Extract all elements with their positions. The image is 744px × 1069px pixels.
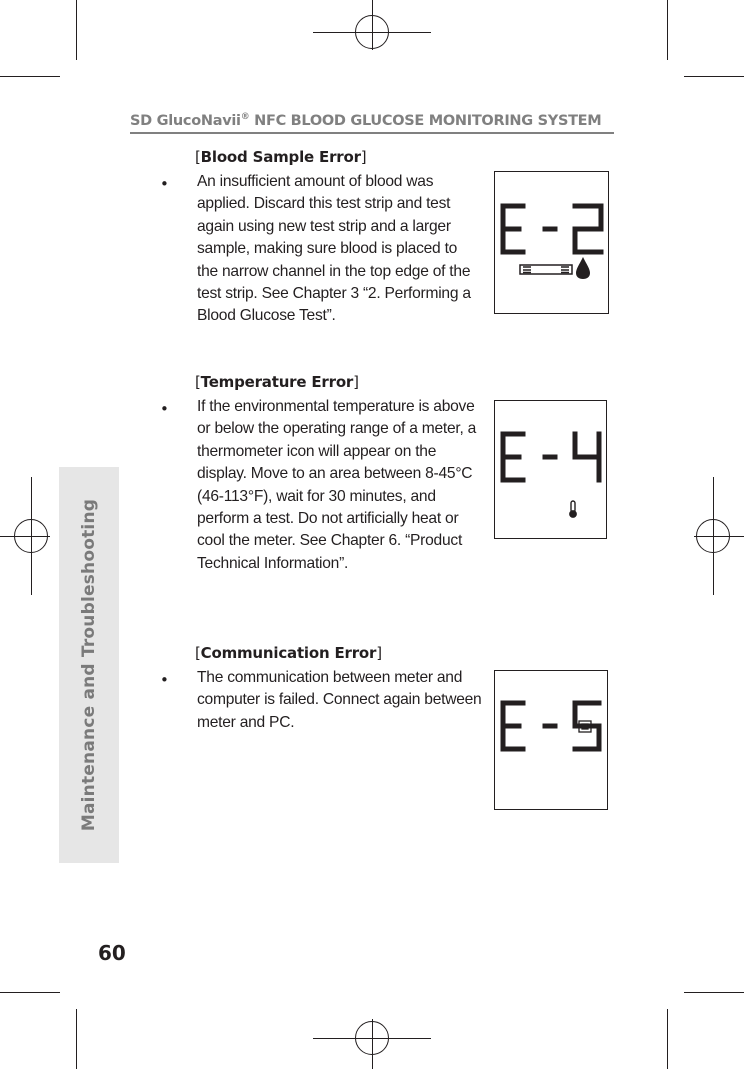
crop-mark — [76, 1009, 77, 1069]
lcd-code-e2 — [503, 206, 601, 252]
bullet: • — [160, 400, 169, 418]
side-tab-label: Maintenance and Troubleshooting — [79, 498, 99, 832]
bullet: • — [160, 175, 169, 193]
crop-mark — [667, 1009, 668, 1069]
header-title: NFC BLOOD GLUCOSE MONITORING SYSTEM — [249, 112, 602, 129]
chapter-side-tab — [59, 467, 119, 863]
crop-mark — [667, 0, 668, 60]
bullet: • — [160, 671, 169, 689]
section-body: An insufficient amount of blood was applied. Discard this test strip and test again using new test strip and a larger sample, making sure blood is placed to the narrow channel in the top edge of the test strip. See Chapter 3 “2. Performing a Blood Glucose Test”. — [197, 173, 471, 325]
thermometer-icon — [570, 501, 576, 517]
lcd-display-e4 — [494, 400, 607, 539]
section-title: [Blood Sample Error] — [195, 148, 367, 166]
section-body: If the environmental temperature is above or below the operating range of a meter, a thermometer icon will appear on the display. Move to an area between 8-45°C (46-113°F), wait for 30 minutes, and perform a test. Do not artificially heat or cool the meter. See Chapter 6. “Product Technical Information”. — [197, 398, 477, 572]
crop-mark — [0, 992, 60, 993]
crop-mark — [0, 76, 60, 77]
blood-drop-icon — [576, 257, 590, 279]
test-strip-icon — [520, 265, 572, 274]
section-title: [Temperature Error] — [195, 373, 359, 391]
crop-mark — [684, 76, 744, 77]
registered-mark: ® — [240, 112, 250, 122]
lcd-code-e4 — [503, 434, 599, 480]
crop-mark — [76, 0, 77, 60]
header-brand: SD GlucoNavii — [130, 112, 241, 129]
section-title: [Communication Error] — [195, 644, 382, 662]
section-body: The communication between meter and computer is failed. Connect again between meter and PC. — [197, 669, 482, 731]
lcd-display-e2 — [494, 171, 609, 314]
running-header — [130, 112, 614, 134]
crop-mark — [684, 992, 744, 993]
lcd-display-e5 — [494, 670, 608, 810]
page-number: 60 — [98, 941, 126, 965]
